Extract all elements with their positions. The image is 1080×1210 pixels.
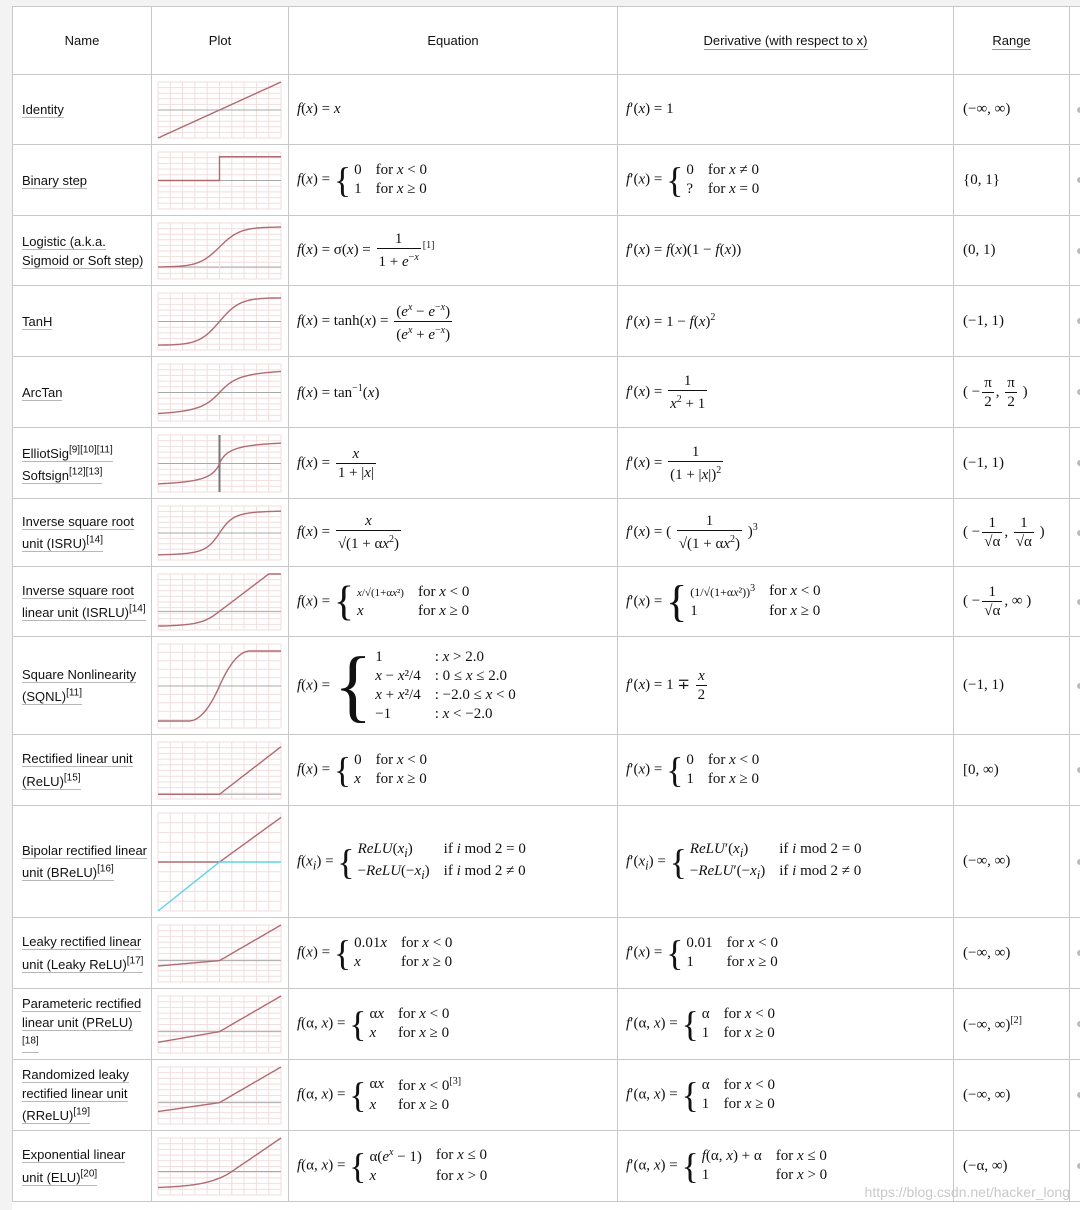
plot-isrlu (152, 568, 287, 636)
function-plot (152, 499, 289, 567)
function-equation: f(x) = { 0 for x < 0 1 for x ≥ 0 (289, 145, 618, 216)
function-equation: f(x) = { 1 : x > 2.0 x − x²/4 : 0 ≤ x ≤ 2.0 x + x²/4 : −2.0 ≤ x < 0 −1 : x < −2.0 (289, 637, 618, 735)
plot-tanh (152, 287, 287, 356)
plot-leaky (152, 919, 287, 988)
plot-step (152, 146, 287, 215)
function-name-link[interactable]: Exponential linear unit (ELU)[20] (22, 1147, 126, 1185)
header-row (13, 7, 1080, 75)
function-plot (152, 1131, 289, 1202)
function-derivative: f′(α, x) = { α for x < 0 1 for x ≥ 0 (618, 1060, 954, 1131)
extra-column-cell (1070, 75, 1080, 145)
function-name-link[interactable]: ElliotSig[9][10][11] Softsign[12][13] (22, 444, 113, 484)
plot-rrelu (152, 1061, 287, 1130)
function-equation: f(x) = $\frac{x}{1 + |x|}$ (289, 428, 618, 499)
function-name[interactable] (13, 567, 152, 637)
function-name[interactable] (13, 918, 152, 989)
function-name-link[interactable]: Leaky rectified linear unit (Leaky ReLU)[17] (22, 934, 144, 972)
function-plot (152, 75, 289, 145)
extra-column-cell (1070, 567, 1080, 637)
function-equation: f(x) = { 0.01x for x < 0 x for x ≥ 0 (289, 918, 618, 989)
function-derivative: f′(x) = 1 (618, 75, 954, 145)
extra-column-cell (1070, 357, 1080, 428)
function-derivative: f′(x) = { 0 for x < 0 1 for x ≥ 0 (618, 735, 954, 806)
function-name-link[interactable]: Rectified linear unit (ReLU)[15] (22, 751, 133, 789)
function-range: (−∞, ∞)[2] (954, 989, 1070, 1060)
extra-column-cell (1070, 1060, 1080, 1131)
function-derivative: f′(x) = { $(1/√(1+\alpha x^2))^3$ for x < 0 1 for x ≥ 0 (618, 567, 954, 637)
function-range: (−1, 1) (954, 428, 1070, 499)
table-row (13, 989, 1080, 1060)
plot-relu (152, 736, 287, 805)
function-equation: f(α, x) = { αx for x < 0[3] x for x ≥ 0 (289, 1060, 618, 1131)
function-range: (−1, 1) (954, 637, 1070, 735)
plot-elu (152, 1132, 287, 1201)
function-derivative: f′(x) = $\frac{1}{x^2 + 1}$ (618, 357, 954, 428)
function-equation: f(x) = tanh(x) = $\frac{(e^x - e^{-x})}{(e^x + e^{-x})}$ (289, 286, 618, 357)
table-row (13, 286, 1080, 357)
function-equation: f(x) = { 0 for x < 0 x for x ≥ 0 (289, 735, 618, 806)
extra-column-cell (1070, 637, 1080, 735)
function-plot (152, 989, 289, 1060)
table-row (13, 735, 1080, 806)
function-name[interactable] (13, 1131, 152, 1202)
function-name[interactable] (13, 286, 152, 357)
table-row (13, 216, 1080, 286)
extra-column-cell (1070, 918, 1080, 989)
function-name-link[interactable]: Logistic (a.k.a. Sigmoid or Soft step) (22, 233, 144, 268)
function-plot (152, 286, 289, 357)
function-name[interactable] (13, 75, 152, 145)
function-derivative: f′(x) = ( $\frac{1}{√(1 + \alpha x^2)}$ )$^3$ (618, 499, 954, 567)
function-plot (152, 357, 289, 428)
function-name-link[interactable]: Parameteric rectified linear unit (PReLU)[18] (22, 996, 141, 1053)
function-name[interactable] (13, 145, 152, 216)
header-range[interactable]: Range (954, 7, 1070, 75)
function-plot (152, 145, 289, 216)
function-equation: f(x) = { x/√(1+αx²) for x < 0 x for x ≥ 0 (289, 567, 618, 637)
function-plot (152, 918, 289, 989)
function-equation: f(x) = σ(x) = $\frac{1}{1 + e^{-x}}$ [1] (289, 216, 618, 286)
function-name-link[interactable]: Square Nonlinearity (SQNL)[11] (22, 666, 137, 705)
function-equation: $f(x) = \tan^{-1}(x)$ (289, 357, 618, 428)
function-name[interactable] (13, 499, 152, 567)
function-plot (152, 806, 289, 918)
function-name[interactable] (13, 637, 152, 735)
function-derivative: f′(α, x) = { f(α, x) + α for x ≤ 0 1 for x > 0 (618, 1131, 954, 1202)
plot-logistic (152, 217, 287, 285)
extra-column-cell (1070, 216, 1080, 286)
function-name-link[interactable]: Randomized leaky rectified linear unit (RReLU)[19] (22, 1066, 129, 1124)
table-row (13, 1060, 1080, 1131)
function-range: ( − $\frac{1}{√\alpha}$ , ∞ ) (954, 567, 1070, 637)
extra-column-cell (1070, 499, 1080, 567)
header-name[interactable]: Name (13, 7, 152, 75)
function-equation: f(x) = x (289, 75, 618, 145)
function-derivative: $f'(x) = 1 - f(x)^2$ (618, 286, 954, 357)
function-name-link[interactable]: Bipolar rectified linear unit (BReLU)[16] (22, 842, 148, 881)
function-plot (152, 216, 289, 286)
extra-column-cell (1070, 989, 1080, 1060)
extra-column-cell (1070, 145, 1080, 216)
watermark: https://blog.csdn.net/hacker_long (864, 1184, 1070, 1200)
function-range: ( − $\frac{\pi}{2}$ , $\frac{\pi}{2}$ ) (954, 357, 1070, 428)
header-derivative[interactable]: Derivative (with respect to x) (618, 7, 954, 75)
function-derivative: f′(x) = f(x)(1 − f(x)) (618, 216, 954, 286)
plot-softsign (152, 429, 287, 498)
table-row (13, 637, 1080, 735)
plot-prelu (152, 990, 287, 1059)
function-equation: $f(x_i)$ = { $ReLU(x_i)$ if i mod 2 = 0 $-ReLU(-x_i)$ if i mod 2 ≠ 0 (289, 806, 618, 918)
activation-table (12, 6, 1080, 1202)
table-row (13, 806, 1080, 918)
header-plot[interactable]: Plot (152, 7, 289, 75)
function-derivative: f′(x) = { 0.01 for x < 0 1 for x ≥ 0 (618, 918, 954, 989)
function-derivative: f′(x) = 1 ∓ $\frac{x}{2}$ (618, 637, 954, 735)
function-plot (152, 1060, 289, 1131)
extra-column-cell (1070, 428, 1080, 499)
function-range: [0, ∞) (954, 735, 1070, 806)
table-row (13, 567, 1080, 637)
table-row (13, 75, 1080, 145)
extra-column-cell (1070, 806, 1080, 918)
function-range: {0, 1} (954, 145, 1070, 216)
function-name[interactable] (13, 357, 152, 428)
function-plot (152, 567, 289, 637)
function-plot (152, 637, 289, 735)
function-name-link[interactable]: ArcTan (22, 384, 63, 400)
plot-brelu (152, 807, 287, 917)
function-name[interactable] (13, 735, 152, 806)
table-row (13, 918, 1080, 989)
function-name[interactable] (13, 989, 152, 1060)
extra-column-cell (1070, 1131, 1080, 1202)
function-range: (−∞, ∞) (954, 918, 1070, 989)
function-range: (−α, ∞) (954, 1131, 1070, 1202)
function-name[interactable] (13, 806, 152, 918)
table-row (13, 428, 1080, 499)
function-plot (152, 428, 289, 499)
function-name[interactable] (13, 216, 152, 286)
header-extra (1070, 7, 1080, 75)
table-row (13, 499, 1080, 567)
function-derivative: $f'(x_i)$ = { $ReLU'(x_i)$ if i mod 2 = 0 $-ReLU'(-x_i)$ if i mod 2 ≠ 0 (618, 806, 954, 918)
plot-isru (152, 500, 287, 566)
function-derivative: f′(α, x) = { α for x < 0 1 for x ≥ 0 (618, 989, 954, 1060)
table-row (13, 357, 1080, 428)
function-range: (0, 1) (954, 216, 1070, 286)
table-row (13, 145, 1080, 216)
extra-column-cell (1070, 735, 1080, 806)
function-name-link[interactable]: Binary step (22, 172, 88, 188)
function-plot (152, 735, 289, 806)
plot-sqnl (152, 638, 287, 734)
function-name[interactable] (13, 1060, 152, 1131)
function-range: ( − $\frac{1}{√\alpha}$ , $\frac{1}{√\alpha}$ ) (954, 499, 1070, 567)
function-range: (−1, 1) (954, 286, 1070, 357)
function-equation: f(α, x) = { $\alpha(e^x - 1)$ for x ≤ 0 x for x > 0 (289, 1131, 618, 1202)
function-derivative: f′(x) = { 0 for x ≠ 0 ? for x = 0 (618, 145, 954, 216)
function-name-link[interactable]: TanH (22, 313, 53, 329)
function-equation: f(α, x) = { αx for x < 0 x for x ≥ 0 (289, 989, 618, 1060)
function-derivative: f′(x) = $\frac{1}{(1 + |x|)^2}$ (618, 428, 954, 499)
activation-functions-sheet (12, 6, 1080, 1210)
function-range: (−∞, ∞) (954, 806, 1070, 918)
plot-arctan (152, 358, 287, 427)
function-equation: f(x) = $\frac{x}{√(1 + \alpha x^2)}$ (289, 499, 618, 567)
function-range: (−∞, ∞) (954, 1060, 1070, 1131)
function-name-link[interactable]: Inverse square root unit (ISRU)[14] (22, 513, 135, 552)
plot-identity (152, 76, 287, 144)
function-range: (−∞, ∞) (954, 75, 1070, 145)
function-name-link[interactable]: Inverse square root linear unit (ISRLU)[14] (22, 582, 146, 621)
extra-column-cell (1070, 286, 1080, 357)
header-equation[interactable]: Equation (289, 7, 618, 75)
function-name-link[interactable]: Identity (22, 102, 64, 117)
function-name[interactable] (13, 428, 152, 499)
